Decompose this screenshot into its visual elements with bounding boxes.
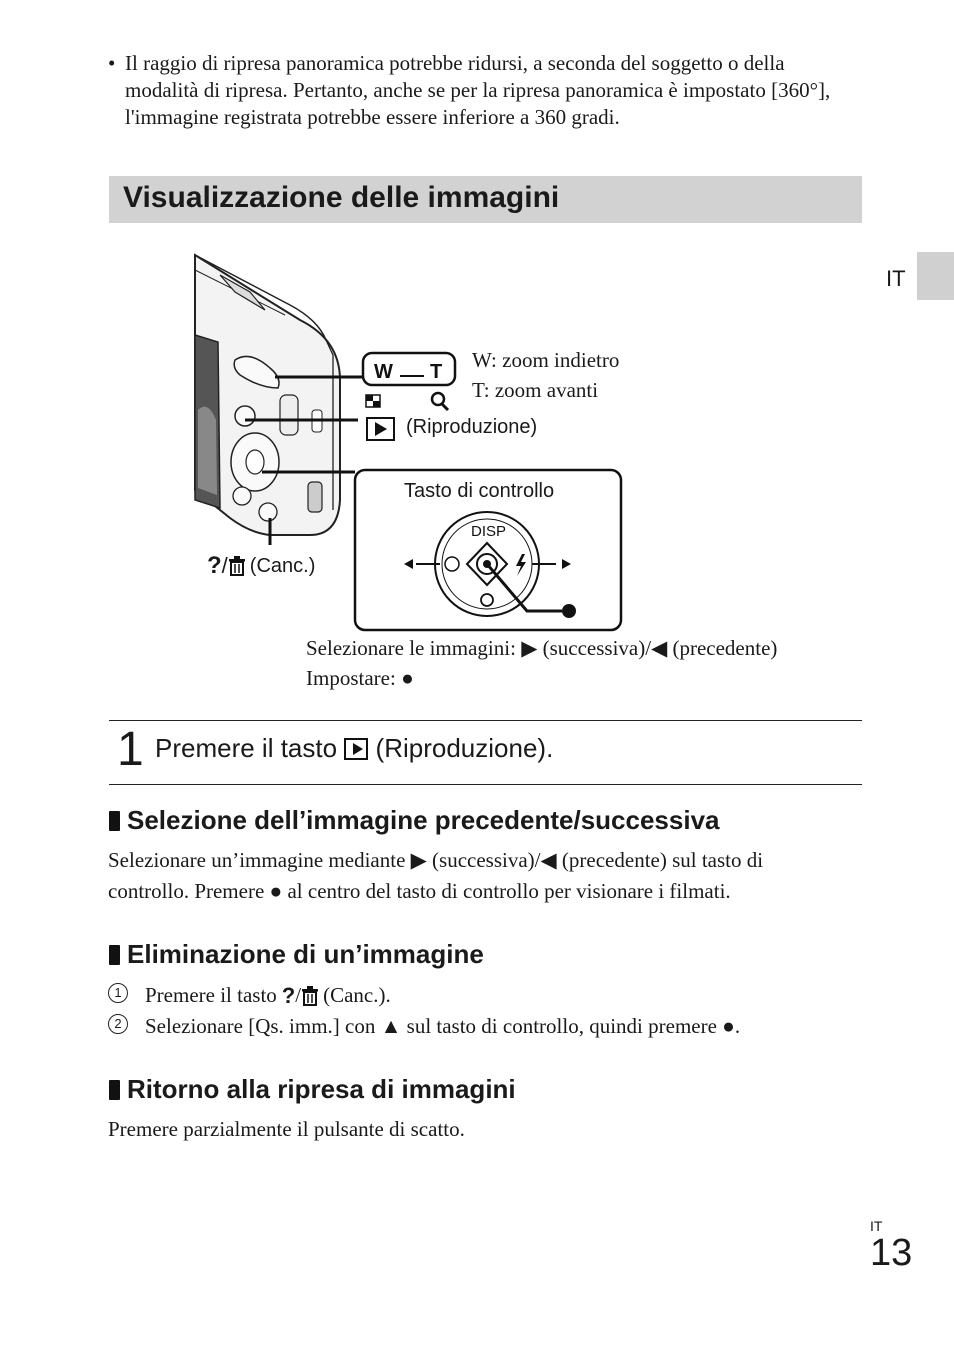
next-arrow-icon: ▶ xyxy=(521,636,538,660)
delete-step-1: 1 Premere il tasto ? / (Canc.). xyxy=(108,980,868,1011)
bullet-text: Il raggio di ripresa panoramica potrebbe ridursi, a seconda del soggetto o della modalità di ripresa. Pertanto, anche se per la ripresa panoramica è impostato [360°], l'immagine registrata potrebbe essere inferiore a 360 gradi. xyxy=(125,51,831,129)
step-text xyxy=(155,733,553,764)
next-arrow-icon: ▶ xyxy=(410,848,427,872)
section-marker-icon xyxy=(109,945,120,965)
camera-body-illustration xyxy=(195,255,340,535)
zoom-t-label: T: zoom avanti xyxy=(472,378,599,402)
step-text-after: (Riproduzione). xyxy=(375,733,554,763)
page-lang: IT xyxy=(870,1218,883,1234)
zoom-lever-icon xyxy=(363,353,455,385)
playback-icon xyxy=(367,418,394,440)
select-prev-label: (precedente) xyxy=(672,636,778,660)
side-tab xyxy=(917,252,954,300)
magnifier-icon xyxy=(432,393,448,410)
center-dot-icon: ● xyxy=(722,1014,735,1038)
delete-callout: ? / (Canc.) xyxy=(207,552,316,579)
disp-label: DISP xyxy=(471,523,507,540)
subheading-return xyxy=(109,1074,516,1105)
help-icon: ? xyxy=(207,552,222,579)
zoom-w-label: W: zoom indietro xyxy=(472,348,620,372)
prev-arrow-icon: ◀ xyxy=(651,636,668,660)
center-button-dot xyxy=(562,604,576,618)
section-header xyxy=(109,176,862,223)
delete-step-2-text-b: sul tasto di controllo, quindi premere xyxy=(406,1014,717,1038)
playback-label: (Riproduzione) xyxy=(406,416,538,438)
center-dot-icon: ● xyxy=(269,879,283,903)
subheading-delete-title: Eliminazione di un’immagine xyxy=(127,939,484,969)
select-text-b: (successiva)/ xyxy=(432,848,541,872)
step-circle-number: 2 xyxy=(108,1014,128,1034)
prev-arrow-icon: ◀ xyxy=(540,848,557,872)
delete-label: (Canc.) xyxy=(249,554,316,577)
control-key-title: Tasto di controllo xyxy=(404,480,555,502)
select-text-c: (precedente) sul tasto di xyxy=(561,848,764,872)
select-next-label: (successiva)/ xyxy=(542,636,652,660)
zoom-key-w: W xyxy=(374,361,393,383)
select-text-d: controllo. Premere xyxy=(108,879,265,903)
select-text-a: Selezionare un’immagine mediante xyxy=(108,848,406,872)
select-images-label: Selezionare le immagini: xyxy=(306,636,516,660)
select-text-e: al centro del tasto di controllo per visionare i filmati. xyxy=(287,879,731,903)
step-text-before: Premere il tasto xyxy=(155,733,338,763)
subheading-select xyxy=(109,805,720,836)
select-images-line xyxy=(306,636,777,661)
zoom-key-t: T xyxy=(430,361,443,383)
delete-step-1-text-b: (Canc.). xyxy=(323,983,391,1007)
delete-step-2 xyxy=(108,1011,868,1042)
camera-diagram xyxy=(190,250,650,640)
set-line xyxy=(306,666,414,691)
delete-step-2-text-a: Selezionare [Qs. imm.] con xyxy=(145,1014,376,1038)
select-paragraph xyxy=(108,845,868,907)
page-number: 13 xyxy=(870,1232,913,1274)
subheading-delete xyxy=(109,939,484,970)
delete-step-2-text-c: . xyxy=(734,1014,741,1038)
step-rule-bottom xyxy=(109,784,862,785)
center-dot-icon: ● xyxy=(401,666,414,690)
subheading-return-title: Ritorno alla ripresa di immagini xyxy=(127,1074,516,1104)
section-title: Visualizzazione delle immagini xyxy=(123,181,560,214)
return-paragraph: Premere parzialmente il pulsante di scatto. xyxy=(108,1117,465,1141)
side-tab-label: IT xyxy=(886,266,906,291)
up-arrow-icon: ▲ xyxy=(380,1014,402,1038)
playback-icon-inline xyxy=(344,738,368,760)
section-marker-icon xyxy=(109,1080,120,1100)
intro-bullet xyxy=(108,50,848,131)
delete-step-1-text-a: Premere il tasto xyxy=(145,983,277,1007)
step-rule-top xyxy=(109,720,862,721)
trash-icon xyxy=(228,556,246,576)
step-number: 1 xyxy=(117,723,144,776)
subheading-select-title: Selezione dell’immagine precedente/successiva xyxy=(127,805,720,835)
trash-icon xyxy=(301,986,319,1006)
help-icon: ? xyxy=(281,983,296,1008)
set-label: Impostare: xyxy=(306,666,396,690)
bullet-symbol: • xyxy=(108,51,116,75)
index-icon xyxy=(366,395,380,407)
delete-steps xyxy=(108,980,868,1042)
section-marker-icon xyxy=(109,811,120,831)
step-circle-number: 1 xyxy=(108,983,128,1003)
